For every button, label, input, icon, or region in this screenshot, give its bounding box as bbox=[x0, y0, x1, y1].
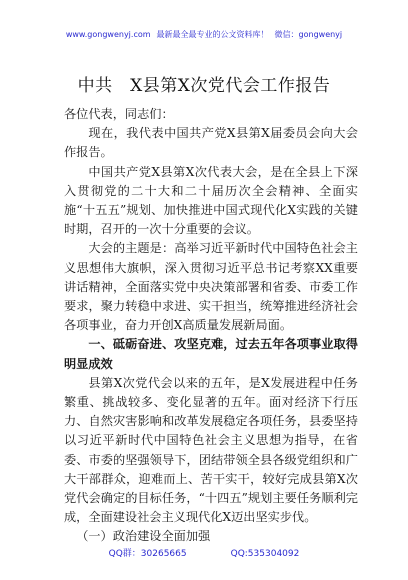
contact-footer bbox=[0, 548, 408, 560]
site-slogan: 最新最全最专业的公文资料库！ bbox=[156, 30, 269, 39]
wechat-id: 微信：gongwenyj bbox=[274, 30, 343, 39]
qq-group: QQ群：30265665 bbox=[108, 549, 187, 559]
section-heading-1: 一、砥砺奋进、攻坚克难，过去五年各项事业取得明显成效 bbox=[64, 337, 358, 371]
paragraph-review: 县第X次党代会以来的五年，是X发展进程中任务繁重、挑战较多、变化显著的五年。面对经济下行压力、自然灾害影响和改革发展稳定各项任务，县委坚持以习近平新时代中国特色社会主义思想为指导，在省委、市委的坚强领导下，团结带领全县各级党组织和广大干部群众，迎难而上、苦干实干，较好完成县第X次党代会确定的目标任务，“十四五”规划主要任务顺利完成，全面建设社会主义现代化X迈出坚实步伐。 bbox=[64, 375, 358, 525]
salutation: 各位代表，同志们： bbox=[64, 107, 174, 121]
paragraph-context: 中国共产党X县第X次代表大会，是在全县上下深入贯彻党的二十大和二十届历次全会精神、全面实施“十五五”规划、加快推进中国式现代化X实践的关键时期，召开的一次十分重要的会议。 bbox=[64, 164, 358, 237]
sub-heading-1: （一）政治建设全面加强 bbox=[76, 529, 211, 544]
document-body bbox=[64, 105, 358, 547]
site-url[interactable]: www.gongwenyj.com bbox=[65, 30, 151, 39]
qq-number: QQ:535304092 bbox=[230, 549, 300, 559]
paragraph-theme: 大会的主题是：高举习近平新时代中国特色社会主义思想伟大旗帜，深入贯彻习近平总书记考察XX重要讲话精神，全面落实党中央决策部署和省委、市委工作要求，聚力转稳中求进、实干担当，统筹推进经济社会各项事业，奋力开创X高质量发展新局面。 bbox=[64, 241, 358, 333]
site-banner bbox=[0, 30, 408, 40]
paragraph-opening: 现在，我代表中国共产党X县第X届委员会向大会作报告。 bbox=[64, 126, 358, 160]
document-title: 中共 X县第X次党代会工作报告 bbox=[77, 76, 331, 96]
